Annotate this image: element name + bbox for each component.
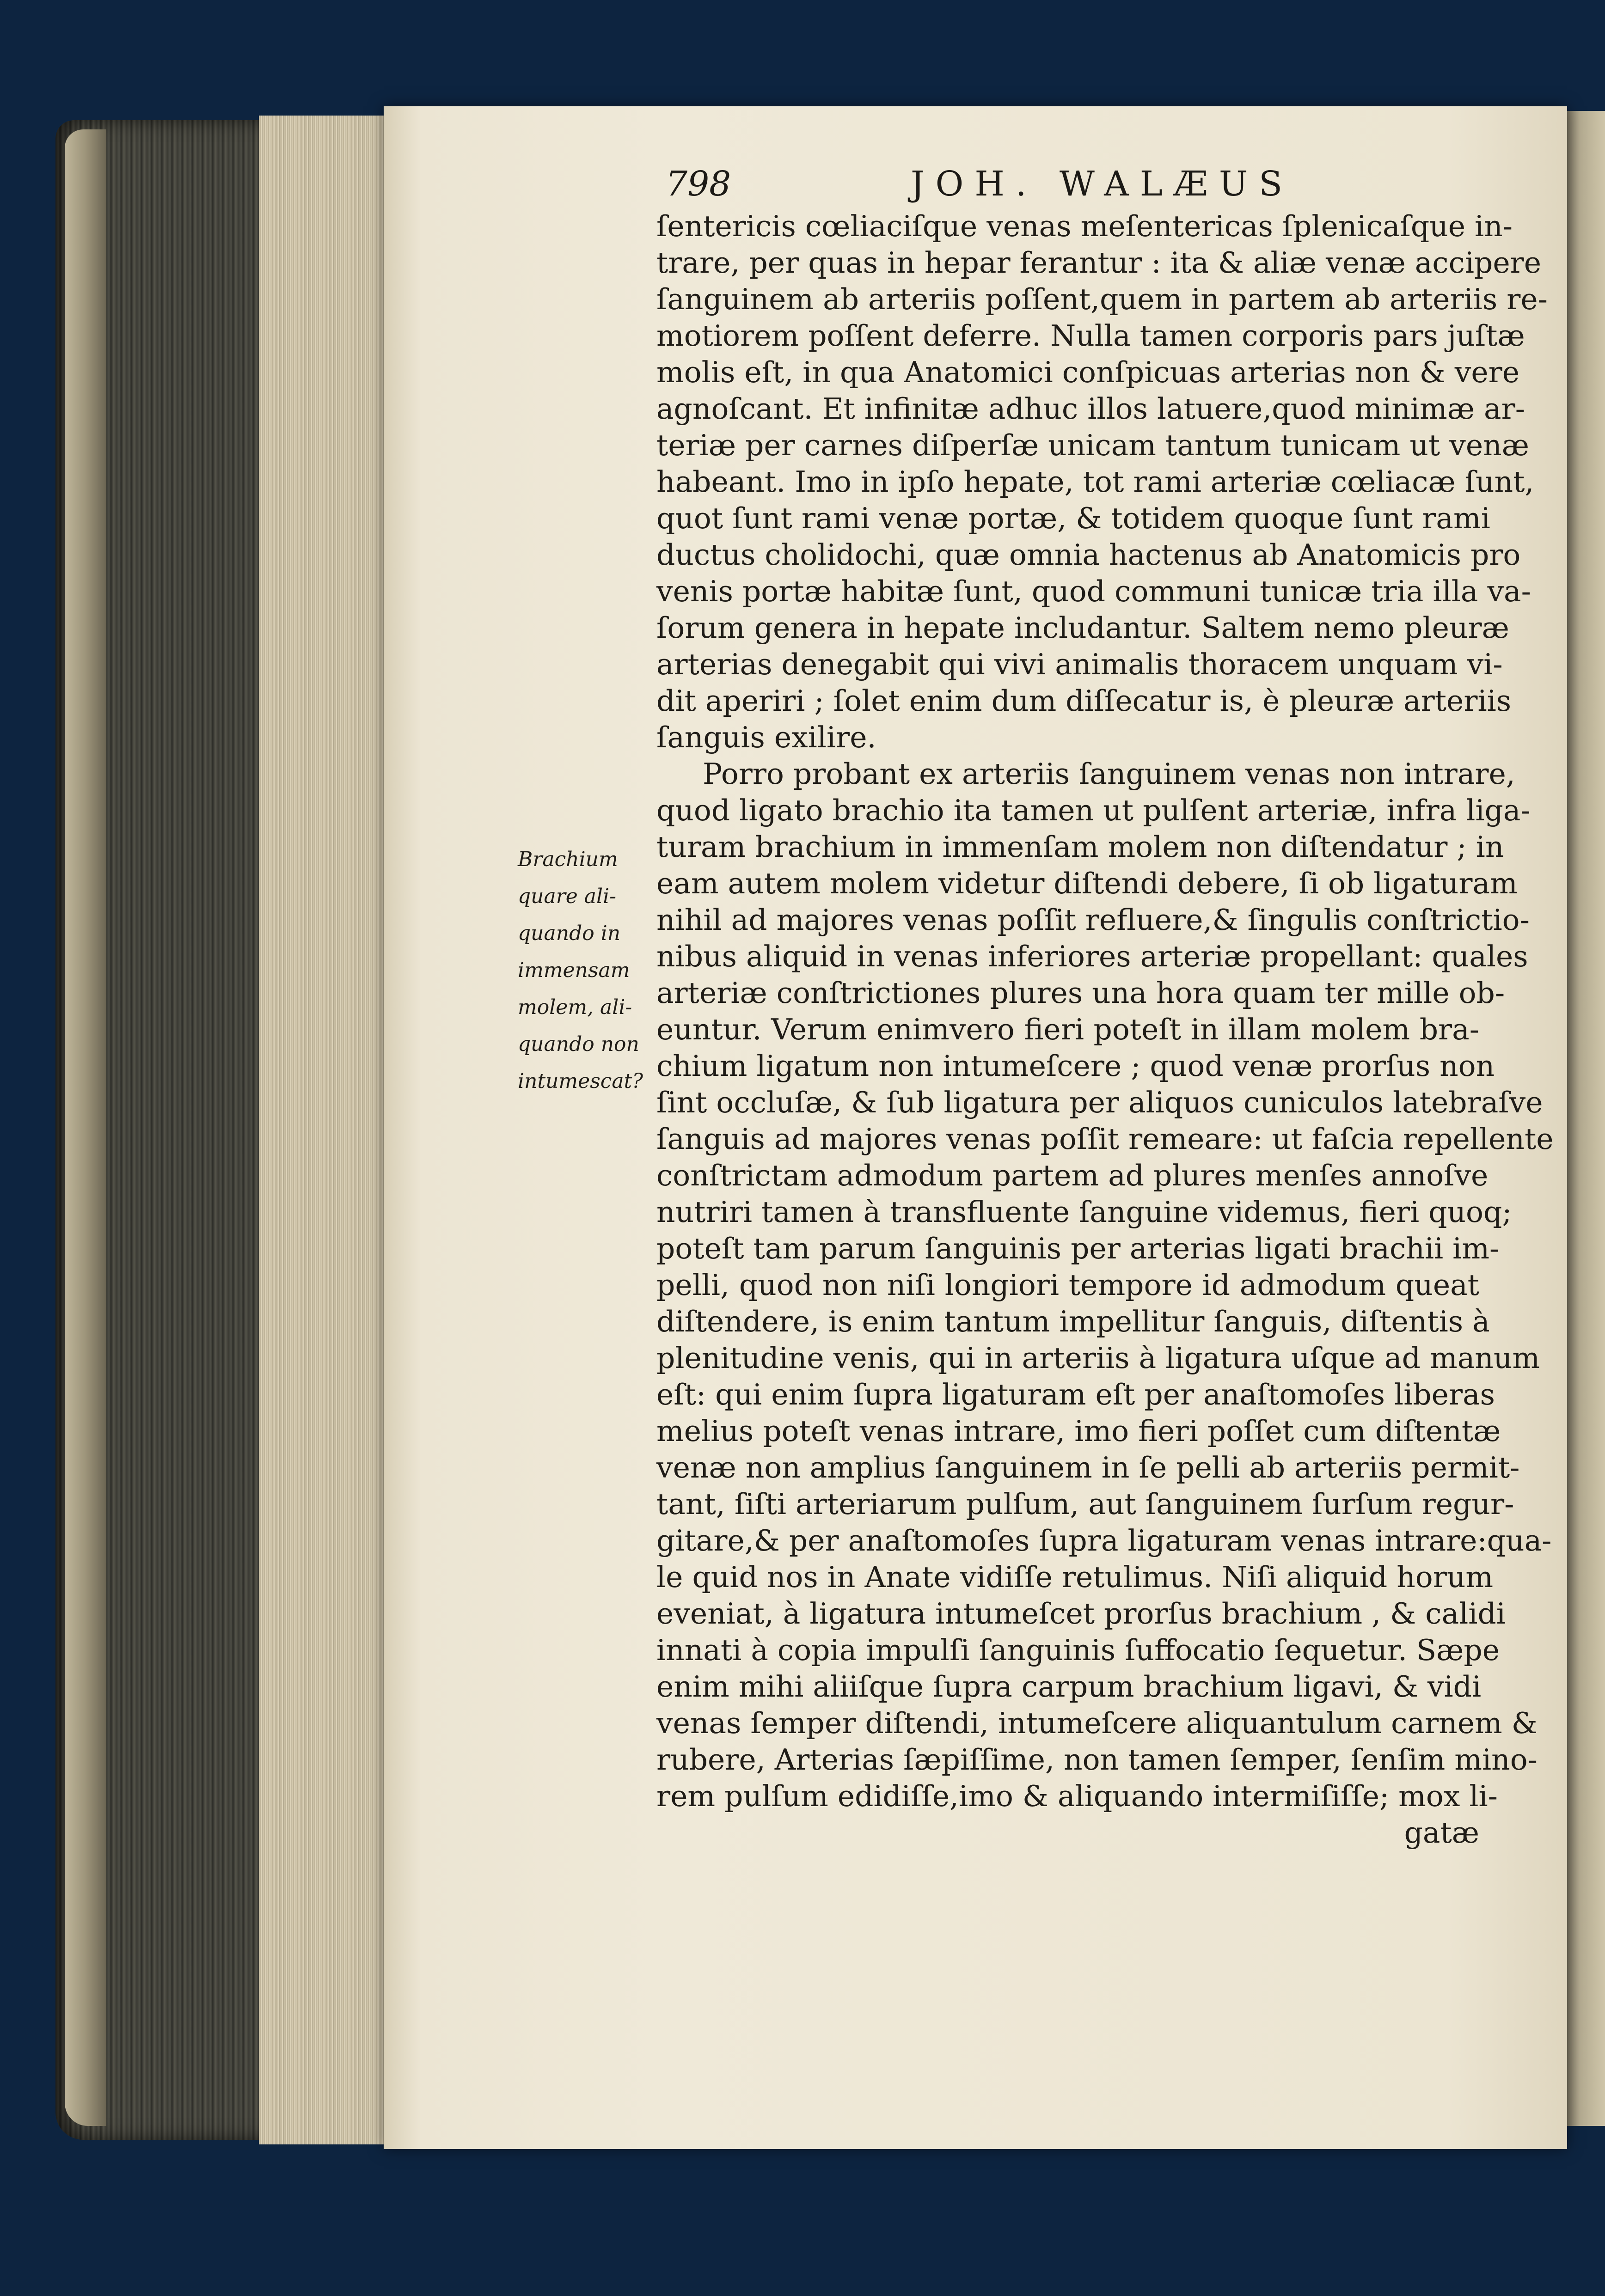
marginal-note-line: Brachium [518,848,618,871]
marginal-note-line: intumescat? [518,1069,643,1093]
marginal-note [518,841,656,1100]
text-line: dit aperiri ; ſolet enim dum diſſecatur is, è pleuræ arteriis [656,684,1512,718]
book-spine-edge [65,129,106,2126]
text-line: agnoſcant. Et infinitæ adhuc illos latuere,quod minimæ ar- [656,392,1525,426]
text-line: ductus cholidochi, quæ omnia hactenus ab Anatomicis pro [656,538,1521,572]
text-line: ſorum genera in hepate includantur. Saltem nemo pleuræ [656,611,1509,645]
text-line: le quid nos in Anate vidiſſe retulimus. Niſi aliquid horum [656,1560,1494,1594]
catchword: gatæ [1404,1816,1479,1850]
text-line: ſanguis exilire. [656,721,876,754]
marginal-note-line: immensam [518,959,630,982]
text-line: teriæ per carnes diſperſæ unicam tantum tunicam ut venæ [656,428,1529,462]
text-line: euntur. Verum enimvero fieri poteſt in illam molem bra- [656,1013,1479,1046]
text-line: pelli, quod non niſi longiori tempore id admodum queat [656,1268,1479,1302]
text-line: rubere, Arterias ſæpiſſime, non tamen ſemper, ſenſim mino- [656,1743,1538,1777]
running-head: JOH. WALÆUS [911,164,1293,204]
text-line: chium ligatum non intumeſcere ; quod venæ prorſus non [656,1049,1495,1083]
text-line: arterias denegabit qui vivi animalis thoracem unquam vi- [656,647,1503,681]
text-line: eam autem molem videtur diſtendi debere, ſi ob ligaturam [656,867,1518,900]
page-header [666,164,1368,215]
text-line: ſanguinem ab arteriis poſſent,quem in partem ab arteriis re- [656,282,1548,316]
text-line: ſint occluſæ, & ſub ligatura per aliquos cuniculos latebraſve [656,1086,1543,1119]
text-line: ſanguis ad majores venas poſſit remeare: ut faſcia repellente [656,1122,1554,1156]
text-line: arteriæ conſtrictiones plures una hora quam ter mille ob- [656,976,1505,1010]
text-line: gitare,& per anaſtomoſes ſupra ligaturam venas intrare:qua- [656,1524,1552,1557]
text-line: quod ligato brachio ita tamen ut pulſent arteriæ, infra liga- [656,794,1531,827]
text-line: molis eſt, in qua Anatomici conſpicuas arterias non & vere [656,355,1520,389]
text-line: ſentericis cœliaciſque venas meſentericas ſplenicaſque in- [656,209,1513,243]
marginal-note-line: molem, ali- [518,995,632,1019]
text-line: turam brachium in immenſam molem non diſtendatur ; in [656,830,1504,864]
text-line: motiorem poſſent deferre. Nulla tamen corporis pars juſtæ [656,319,1525,353]
text-line: quot ſunt rami venæ portæ, & totidem quoque ſunt rami [656,501,1490,535]
text-line: eveniat, à ligatura intumeſcet prorſus brachium , & calidi [656,1597,1506,1630]
text-line: plenitudine venis, qui in arteriis à ligatura uſque ad manum [656,1341,1540,1375]
marginal-note-line: quando in [518,922,621,945]
body-text [656,208,1554,1851]
text-line: habeant. Imo in ipſo hepate, tot rami arteriæ cœliacæ ſunt, [656,465,1534,499]
text-line: melius poteſt venas intrare, imo fieri poſſet cum diſtentæ [656,1414,1501,1448]
text-line: nutriri tamen à transfluente ſanguine videmus, fieri quoq; [656,1195,1512,1229]
text-line: eſt: qui enim ſupra ligaturam eſt per anaſtomoſes liberas [656,1378,1495,1411]
text-line: Porro probant ex arteriis ſanguinem venas non intrare, [703,757,1515,791]
text-line: nihil ad majores venas poſſit refluere,& ſingulis conſtrictio- [656,903,1530,937]
text-line: venis portæ habitæ ſunt, quod communi tunicæ tria illa va- [656,574,1531,608]
text-line: rem pulſum edidiſſe,imo & aliquando intermiſiſſe; mox li- [656,1779,1498,1813]
page-fore-edge [259,116,393,2144]
text-line: nibus aliquid in venas inferiores arteriæ propellant: quales [656,940,1528,973]
text-line: enim mihi aliiſque ſupra carpum brachium ligavi, & vidi [656,1670,1482,1704]
marginal-note-line: quando non [518,1032,639,1056]
text-line: innati à copia impulſi ſanguinis ſuffocatio ſequetur. Sæpe [656,1633,1500,1667]
marginal-note-line: quare ali- [518,885,617,908]
text-line: trare, per quas in hepar ferantur : ita & aliæ venæ accipere [656,246,1542,280]
text-line: venæ non amplius ſanguinem in ſe pelli ab arteriis permit- [656,1451,1520,1484]
text-line: poteſt tam parum ſanguinis per arterias ligati brachii im- [656,1232,1500,1265]
text-line: diſtendere, is enim tantum impellitur ſanguis, diſtentis à [656,1305,1490,1338]
text-line: conſtrictam admodum partem ad plures menſes annoſve [656,1159,1489,1192]
text-line: venas ſemper diſtendi, intumeſcere aliquantulum carnem & [656,1706,1538,1740]
text-line: tant, ſiſti arteriarum pulſum, aut ſanguinem ſurſum regur- [656,1487,1514,1521]
page-number: 798 [666,164,731,204]
facing-page-edge [1562,111,1605,2126]
